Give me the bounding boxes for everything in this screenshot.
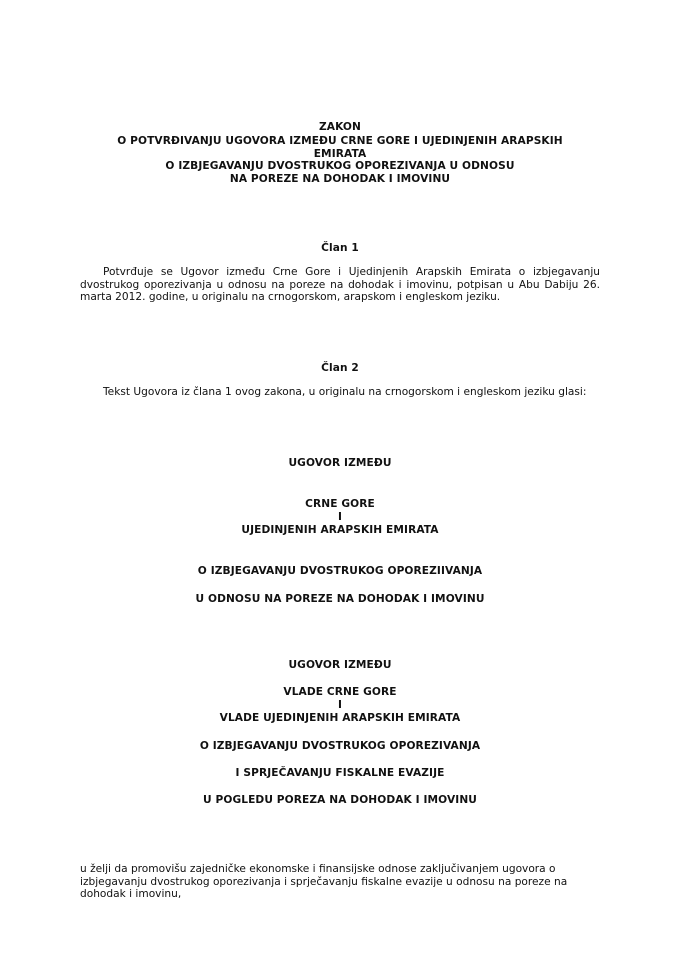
law-title: ZAKON <box>319 121 361 133</box>
article-1-heading: Član 1 <box>321 242 359 254</box>
treaty-2-subject-1: O IZBJEGAVANJU DVOSTRUKOG OPOREZIVANJA <box>199 740 481 752</box>
treaty-2-subject-3: U POGLEDU POREZA NA DOHODAK I IMOVINU <box>202 794 478 806</box>
treaty-1-title: UGOVOR IZMEĐU <box>288 457 392 469</box>
law-subtitle-line-3: O IZBJEGAVANJU DVOSTRUKOG OPOREZIVANJA U ODNOSU <box>165 160 515 172</box>
treaty-1-party-2: UJEDINJENIH ARAPSKIH EMIRATA <box>241 524 439 536</box>
law-subtitle-line-2: EMIRATA <box>313 147 367 160</box>
treaty-1-party-1: CRNE GORE <box>305 498 375 510</box>
treaty-1-subject-1: O IZBJEGAVANJU DVOSTRUKOG OPOREZIIVANJA <box>197 565 483 577</box>
treaty-2-party-2: VLADE UJEDINJENIH ARAPSKIH EMIRATA <box>219 712 461 724</box>
treaty-2-party-1: VLADE CRNE GORE <box>283 686 397 698</box>
treaty-2-subject-2: I SPRJEČAVANJU FISKALNE EVAZIJE <box>235 767 445 779</box>
law-subtitle-line-1: O POTVRĐIVANJU UGOVORA IZMEĐU CRNE GORE I UJEDINJENIH ARAPSKIH <box>117 135 563 147</box>
law-subtitle-line-4: NA POREZE NA DOHODAK I IMOVINU <box>229 172 451 185</box>
treaty-2-conjunction: I <box>337 699 343 711</box>
preamble-text: u želji da promovišu zajedničke ekonomske i finansijske odnose zaključivanjem ugovora o izbjegavanju dvostrukog oporezivanja i sprječavanju fiskalne evazije u odnosu na poreze na dohodak i imovinu, <box>80 863 568 901</box>
treaty-1-subject-2: U ODNOSU NA POREZE NA DOHODAK I IMOVINU <box>195 593 485 605</box>
article-1-text: Potvrđuje se Ugovor između Crne Gore i Ujedinjenih Arapskih Emirata o izbjegavanju dvostrukog oporezivanja u odnosu na poreze na dohodak i imovinu, potpisan u Abu Dabiju 26. marta 2012. godine, u originalu na crnogorskom, arapskom i engleskom jeziku. <box>80 266 600 304</box>
article-2-heading: Član 2 <box>321 362 359 374</box>
treaty-1-conjunction: I <box>337 511 343 523</box>
treaty-2-title: UGOVOR IZMEĐU <box>288 659 392 671</box>
article-2-text: Tekst Ugovora iz člana 1 ovog zakona, u originalu na crnogorskom i engleskom jeziku glasi: <box>103 386 587 398</box>
